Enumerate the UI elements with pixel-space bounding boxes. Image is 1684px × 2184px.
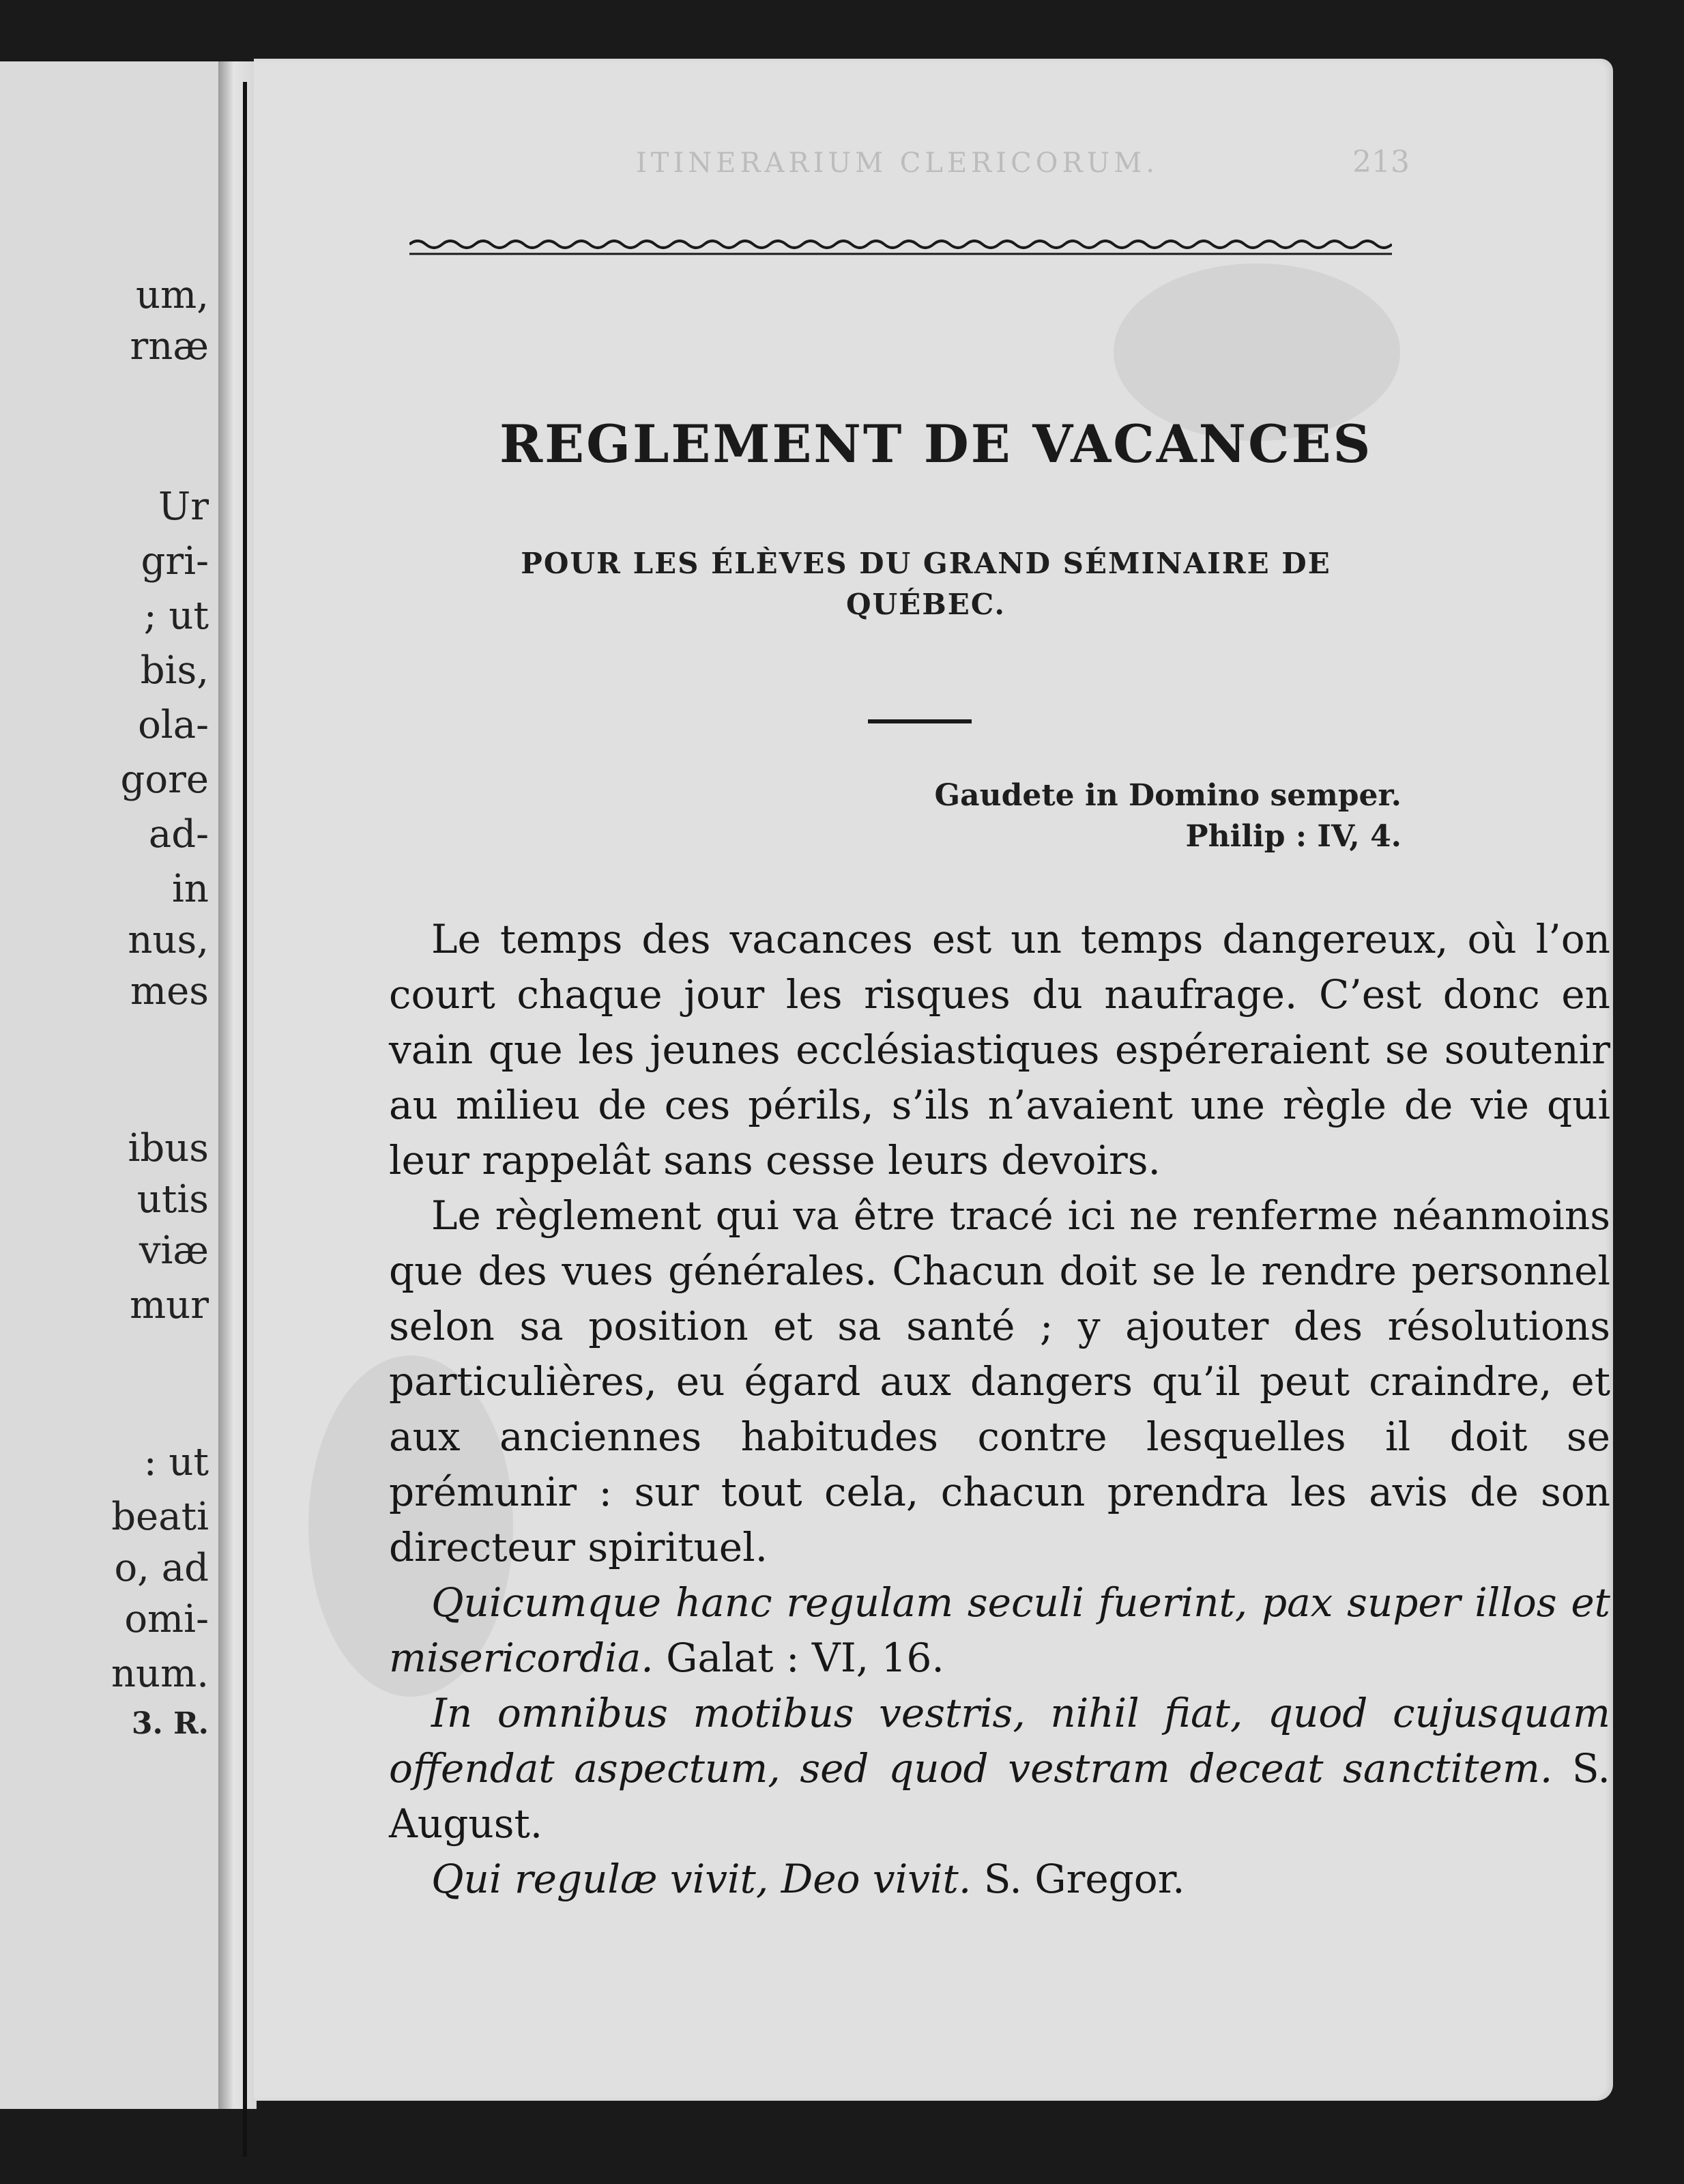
left-fragment: mes <box>130 969 209 1014</box>
book-gutter <box>218 61 257 2109</box>
epigraph-reference: Philip : IV, 4. <box>1185 819 1402 854</box>
left-fragment: gore <box>120 758 209 802</box>
left-fragment: 3. R. <box>131 1706 209 1741</box>
left-fragment: ; ut <box>143 594 209 638</box>
binding-line <box>243 82 247 2157</box>
left-fragment: gri- <box>141 539 209 584</box>
left-fragment: viæ <box>139 1228 209 1273</box>
epigraph <box>935 775 1402 857</box>
book-page <box>254 59 1613 2101</box>
left-fragment: Ur <box>158 485 209 529</box>
latin-quote-reference: S. August. <box>389 1745 1610 1847</box>
left-fragment: bis, <box>140 648 209 693</box>
left-fragment: utis <box>136 1177 209 1222</box>
paragraph: Le règlement qui va être tracé ici ne renferme néanmoins que des vues générales. Chacun doit se le rendre personnel selon sa position et sa santé ; y ajouter des résolutions particulières, eu égard aux dangers qu’il peut craindre, et aux anciennes habitudes contre lesquelles il doit se prémunir : sur tout cela, chacun prendra les avis de son directeur spirituel. <box>389 1192 1610 1570</box>
left-fragment: rnæ <box>130 324 209 369</box>
left-fragment: in <box>172 867 209 911</box>
epigraph-text: Gaudete in Domino semper. <box>934 778 1402 813</box>
wavy-rule-ornament <box>409 235 1392 262</box>
latin-quote <box>389 1852 1610 1907</box>
latin-quote-text: Quicumque hanc regulam seculi fuerint, pax super illos et misericordia. <box>389 1579 1610 1681</box>
latin-quote-text: Qui regulæ vivit, Deo vivit. <box>431 1856 972 1902</box>
paragraph: Le temps des vacances est un temps dangereux, où l’on court chaque jour les risques du naufrage. C’est donc en vain que les jeunes ecclésiastiques espéreraient se soutenir au milieu de ces périls, s’ils n’avaient une règle de vie qui leur rappelât sans cesse leurs devoirs. <box>389 916 1610 1183</box>
subtitle-line: QUÉBEC. <box>845 588 1006 621</box>
left-fragment: um, <box>136 273 209 317</box>
latin-quote-text: In omnibus motibus vestris, nihil fiat, quod cujusquam offendat aspectum, sed quod vestram deceat sanctitem. <box>389 1690 1610 1792</box>
left-fragment: num. <box>111 1652 209 1696</box>
latin-quote-reference: S. Gregor. <box>983 1856 1185 1902</box>
left-fragment: mur <box>130 1283 209 1327</box>
latin-quote <box>389 1686 1610 1852</box>
left-fragment: : ut <box>143 1440 209 1484</box>
latin-quote <box>389 1575 1610 1686</box>
latin-quote-reference: Galat : VI, 16. <box>666 1635 944 1681</box>
subtitle-line: POUR LES ÉLÈVES DU GRAND SÉMINAIRE DE <box>521 547 1331 580</box>
left-fragment: nus, <box>128 918 209 962</box>
running-header: ITINERARIUM CLERICORUM. <box>636 147 1159 179</box>
left-fragment: ibus <box>128 1126 209 1170</box>
page-title: REGLEMENT DE VACANCES <box>499 414 1373 474</box>
body-text <box>389 912 1610 1907</box>
page-number: 213 <box>1352 145 1410 179</box>
left-fragment: beati <box>111 1495 209 1539</box>
left-fragment: ola- <box>138 703 209 747</box>
left-fragment: omi- <box>124 1597 209 1641</box>
subtitle <box>424 543 1427 625</box>
previous-page-edge <box>0 61 218 2109</box>
left-fragment: ad- <box>148 812 209 857</box>
short-rule <box>868 719 972 723</box>
left-fragment: o, ad <box>114 1546 209 1590</box>
